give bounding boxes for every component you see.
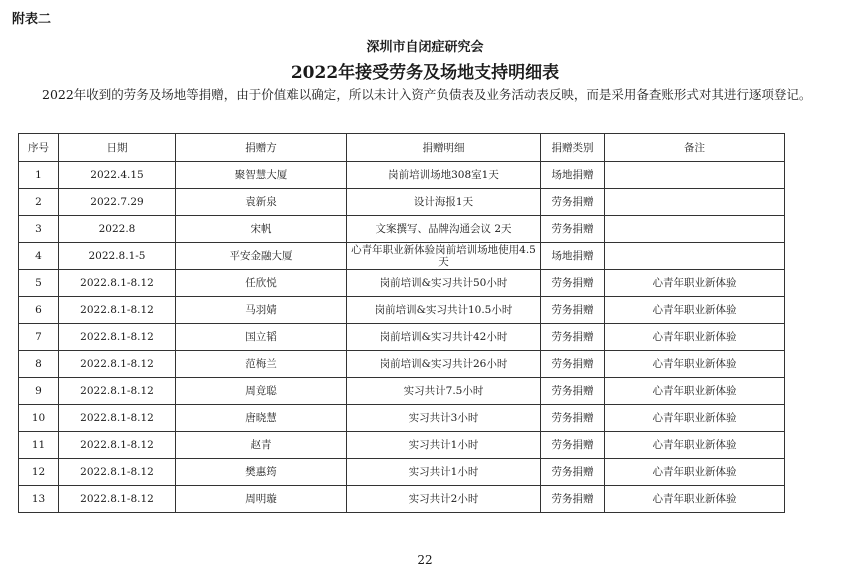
table-row [19,378,785,405]
intro-paragraph: 2022年收到的劳务及场地等捐赠，由于价值难以确定，所以未计入资产负债表及业务活动表反映，而是采用备查账形式对其进行逐项登记。 [42,87,812,102]
cell-category: 劳务捐赠 [541,351,605,378]
cell-remark [605,216,785,243]
table-row [19,459,785,486]
cell-donor: 袁新泉 [176,189,347,216]
cell-category: 劳务捐赠 [541,270,605,297]
cell-category: 劳务捐赠 [541,486,605,513]
cell-remark [605,243,785,270]
cell-detail: 实习共计1小时 [347,459,541,486]
cell-index: 6 [19,297,59,324]
cell-detail: 岗前培训场地308室1天 [347,162,541,189]
cell-date: 2022.8.1-8.12 [59,351,176,378]
cell-category: 劳务捐赠 [541,216,605,243]
appendix-label: 附表二 [12,12,52,27]
cell-remark [605,162,785,189]
cell-detail: 岗前培训&实习共计42小时 [347,324,541,351]
cell-index: 1 [19,162,59,189]
cell-category: 场地捐赠 [541,243,605,270]
cell-donor: 聚智慧大厦 [176,162,347,189]
cell-index: 5 [19,270,59,297]
table-header-row [19,134,785,162]
cell-date: 2022.8.1-8.12 [59,378,176,405]
cell-remark: 心青年职业新体验 [605,459,785,486]
cell-index: 4 [19,243,59,270]
table-row [19,216,785,243]
cell-index: 7 [19,324,59,351]
cell-remark: 心青年职业新体验 [605,351,785,378]
cell-detail: 心青年职业新体验岗前培训场地使用4.5天 [347,243,541,270]
cell-date: 2022.8.1-8.12 [59,432,176,459]
cell-detail: 实习共计7.5小时 [347,378,541,405]
cell-date: 2022.8.1-8.12 [59,486,176,513]
table-row [19,297,785,324]
cell-donor: 唐晓慧 [176,405,347,432]
table-row [19,189,785,216]
cell-donor: 周竟聪 [176,378,347,405]
cell-date: 2022.8 [59,216,176,243]
cell-remark: 心青年职业新体验 [605,405,785,432]
cell-detail: 文案撰写、品牌沟通会议 2天 [347,216,541,243]
cell-category: 劳务捐赠 [541,378,605,405]
cell-detail: 岗前培训&实习共计50小时 [347,270,541,297]
cell-donor: 范梅兰 [176,351,347,378]
cell-donor: 马羽婧 [176,297,347,324]
cell-date: 2022.4.15 [59,162,176,189]
table-row [19,324,785,351]
cell-donor: 赵青 [176,432,347,459]
cell-remark: 心青年职业新体验 [605,324,785,351]
organization-name: 深圳市自闭症研究会 [366,40,484,55]
cell-donor: 樊惠筠 [176,459,347,486]
cell-date: 2022.8.1-5 [59,243,176,270]
cell-remark: 心青年职业新体验 [605,270,785,297]
header-index: 序号 [19,134,59,162]
cell-detail: 设计海报1天 [347,189,541,216]
cell-donor: 任欣悦 [176,270,347,297]
cell-index: 8 [19,351,59,378]
cell-category: 劳务捐赠 [541,189,605,216]
table-row [19,432,785,459]
table-row [19,270,785,297]
cell-detail: 实习共计1小时 [347,432,541,459]
table-row [19,243,785,270]
cell-date: 2022.8.1-8.12 [59,459,176,486]
cell-index: 2 [19,189,59,216]
cell-remark [605,189,785,216]
header-category: 捐赠类别 [541,134,605,162]
cell-detail: 岗前培训&实习共计10.5小时 [347,297,541,324]
table-row [19,162,785,189]
cell-date: 2022.8.1-8.12 [59,297,176,324]
cell-index: 11 [19,432,59,459]
cell-date: 2022.7.29 [59,189,176,216]
cell-detail: 实习共计2小时 [347,486,541,513]
cell-index: 9 [19,378,59,405]
cell-index: 13 [19,486,59,513]
cell-category: 劳务捐赠 [541,324,605,351]
cell-date: 2022.8.1-8.12 [59,324,176,351]
cell-category: 劳务捐赠 [541,405,605,432]
table-row [19,486,785,513]
cell-donor: 宋帆 [176,216,347,243]
cell-date: 2022.8.1-8.12 [59,405,176,432]
page-number: 22 [417,553,433,567]
cell-category: 劳务捐赠 [541,432,605,459]
donation-detail-table [18,133,785,513]
cell-remark: 心青年职业新体验 [605,486,785,513]
cell-donor: 国立韬 [176,324,347,351]
table-row [19,405,785,432]
cell-index: 10 [19,405,59,432]
header-detail: 捐赠明细 [347,134,541,162]
table-row [19,351,785,378]
cell-index: 3 [19,216,59,243]
cell-index: 12 [19,459,59,486]
cell-remark: 心青年职业新体验 [605,378,785,405]
cell-category: 劳务捐赠 [541,459,605,486]
cell-donor: 平安金融大厦 [176,243,347,270]
cell-category: 场地捐赠 [541,162,605,189]
cell-detail: 实习共计3小时 [347,405,541,432]
cell-detail: 岗前培训&实习共计26小时 [347,351,541,378]
cell-category: 劳务捐赠 [541,297,605,324]
cell-donor: 周明璇 [176,486,347,513]
cell-date: 2022.8.1-8.12 [59,270,176,297]
cell-remark: 心青年职业新体验 [605,432,785,459]
document-title: 2022年接受劳务及场地支持明细表 [290,63,560,83]
header-date: 日期 [59,134,176,162]
header-remark: 备注 [605,134,785,162]
cell-remark: 心青年职业新体验 [605,297,785,324]
header-donor: 捐赠方 [176,134,347,162]
